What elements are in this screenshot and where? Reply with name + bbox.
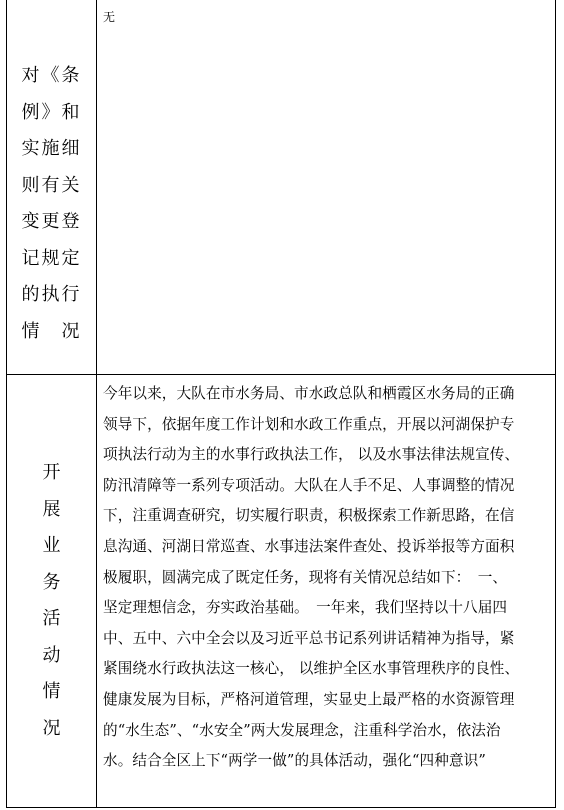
label-line: 变更登 [21, 211, 82, 232]
label-char: 活 [42, 608, 61, 629]
label-line: 实施细 [21, 138, 82, 159]
label-activities [7, 455, 96, 747]
row-business-activities [7, 375, 555, 807]
regulations-content: 无 [103, 10, 116, 24]
paragraph-line: 极履职，圆满完成了既定任务，现将有关情况总结如下： 一、 [103, 568, 508, 586]
label-char: 展 [42, 498, 61, 520]
content-cell-activities [97, 375, 555, 807]
paragraph-line: 健康发展为目标，严格河道管理，实显史上最严格的水资源管理 [103, 690, 515, 708]
label-line: 对《条 [21, 65, 82, 86]
label-char: 动 [42, 644, 61, 666]
label-cell-regulations [7, 0, 97, 374]
label-cell-activities [7, 375, 97, 807]
paragraph-line: 的“水生态”、“水安全”两大发展理念，注重科学治水，依法治 [103, 721, 501, 739]
paragraph-line: 领导下，依据年度工作计划和水政工作重点，开展以河湖保护专 [103, 415, 515, 433]
label-line: 记规定 [21, 247, 82, 269]
activities-paragraph [103, 379, 545, 777]
label-regulations [7, 58, 96, 350]
label-char: 务 [42, 571, 61, 593]
paragraph-line: 坚定理想信念，夯实政治基础。 一年来，我们坚持以十八届四 [103, 599, 508, 617]
label-line: 情 况 [21, 320, 82, 342]
paragraph-line: 今年以来，大队在市水务局、市水政总队和栖霞区水务局的正确 [103, 385, 515, 402]
form-table [6, 0, 556, 808]
content-cell-regulations [97, 0, 555, 374]
label-char: 开 [42, 462, 61, 483]
paragraph-line: 水。结合全区上下“两学一做”的具体活动，强化“四种意识” [103, 752, 486, 770]
paragraph-line: 息沟通、河湖日常巡查、水事违法案件查处、投诉举报等方面积 [103, 537, 515, 555]
paragraph-line: 下，注重调查研究，切实履行职责，积极探索工作新思路，在信 [103, 507, 515, 525]
label-line: 则有关 [21, 174, 82, 196]
label-char: 业 [42, 535, 61, 556]
row-regulations-execution [7, 0, 555, 375]
paragraph-line: 防汛清障等一系列专项活动。大队在人手不足、人事调整的情况 [103, 476, 515, 494]
label-line: 的执行 [21, 284, 82, 305]
label-char: 况 [42, 717, 61, 739]
paragraph-line: 项执法行动为主的水事行政执法工作， 以及水事法律法规宣传、 [103, 446, 520, 464]
label-line: 例》和 [21, 101, 82, 123]
paragraph-line: 紧围绕水行政执法这一核心， 以维护全区水事管理秩序的良性、 [103, 660, 520, 678]
label-char: 情 [42, 681, 61, 702]
paragraph-line: 中、五中、六中全会以及习近平总书记系列讲话精神为指导，紧 [103, 629, 515, 647]
